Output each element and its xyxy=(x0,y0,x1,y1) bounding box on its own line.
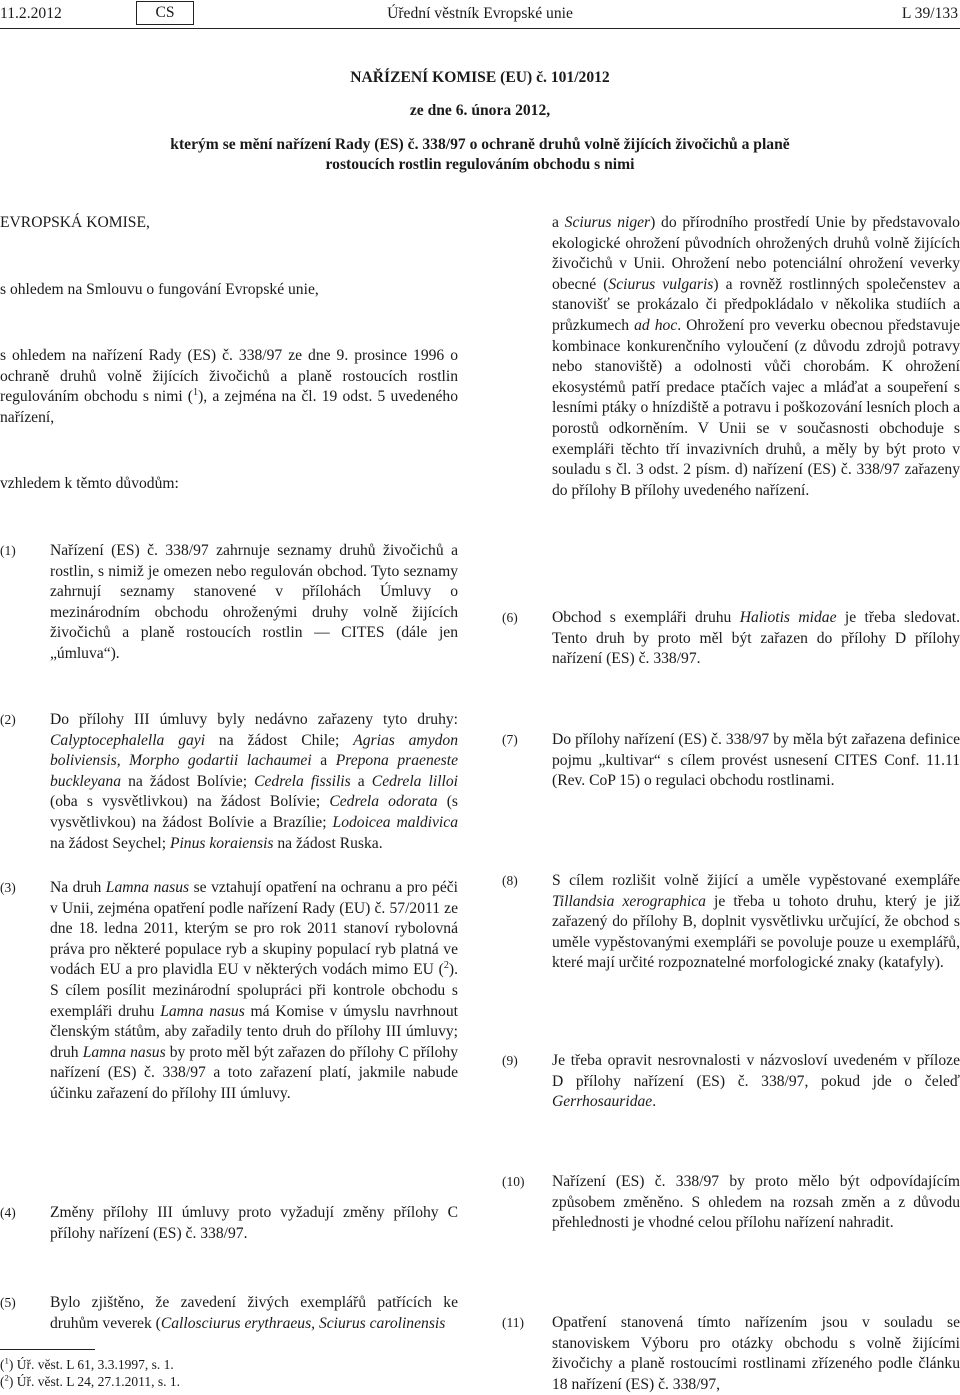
recital-number: (10) xyxy=(502,1174,525,1189)
recital-number: (2) xyxy=(0,712,16,727)
regulation-subject-line1: kterým se mění nařízení Rady (ES) č. 338/97 o ochraně druhů volně žijících živočichů a planě xyxy=(170,136,790,153)
regulation-date: ze dne 6. února 2012, xyxy=(409,102,551,119)
preamble-whereas: vzhledem k těmto důvodům: xyxy=(0,475,179,492)
recital-number: (9) xyxy=(502,1053,518,1068)
recital-text: Na druh Lamna nasus se vztahují opatření na ochranu a pro péči v Unii, zejména opatření podle nařízení Rady (EU) č. 57/2011 ze dne 18. ledna 2011, kterým se pro rok 2011 stanoví rybolovná práva pro některé populace ryb a skupiny populací ryb platná ve vodách EU a pro plavidla EU v některých vodách mimo EU ($^2$). S cílem posílit mezinárodní spolupráci při kontrole obchodu s exempláři druhu Lamna nasus má Komise v úmyslu navrhnout členským státům, aby zařadily tento druh do přílohy III úmluvy; druh Lamna nasus by proto měl být zařazen do přílohy C přílohy nařízení (ES) č. 338/97 a toto zařazení platí, jakmile nabude účinku zařazení do přílohy III úmluvy. xyxy=(50,879,458,1102)
recital-number: (3) xyxy=(0,880,16,895)
journal-title: Úřední věstník Evropské unie xyxy=(387,5,573,22)
recital-number: (1) xyxy=(0,543,16,558)
footnote-divider xyxy=(0,1349,95,1350)
recital-number: (8) xyxy=(502,873,518,888)
recital-number: (11) xyxy=(502,1315,524,1330)
recital-number: (4) xyxy=(0,1205,16,1220)
regulation-title: NAŘÍZENÍ KOMISE (EU) č. 101/2012 xyxy=(350,69,610,86)
recital-number: (7) xyxy=(502,732,518,747)
recital-text: Změny přílohy III úmluvy proto vyžadují změny přílohy C přílohy nařízení (ES) č. 338/97. xyxy=(50,1204,458,1242)
preamble-commission: EVROPSKÁ KOMISE, xyxy=(0,214,150,231)
recital-number: (5) xyxy=(0,1295,16,1310)
recital-number: (6) xyxy=(502,610,518,625)
header-divider xyxy=(0,28,960,29)
recital-text: Nařízení (ES) č. 338/97 by proto mělo být odpovídajícím způsobem změněno. S ohledem na rozsah změn a z důvodu přehlednosti je vhodné celou přílohu nařízení nahradit. xyxy=(552,1173,960,1232)
recital-text: Bylo zjištěno, že zavedení živých exemplářů patřících ke druhům veverek (Callosciurus erythraeus, Sciurus carolinensis xyxy=(50,1294,458,1332)
recital-text: Do přílohy III úmluvy byly nedávno zařazeny tyto druhy: Calyptocephalella gayi na žádost Chile; Agrias amydon boliviensis, Morpho godartii lachaumei a Prepona praeneste buckleyana na žádost Bolívie; Cedrela fissilis a Cedrela lilloi (oba s vysvětlivkou) na žádost Bolívie; Cedrela odorata (s vysvětlivkou) na žádost Bolívie a Brazílie; Lodoicea maldivica na žádost Seychel; Pinus koraiensis na žádost Ruska. xyxy=(50,711,459,852)
language-code-box: CS xyxy=(136,1,194,25)
recital-text: S cílem rozlišit volně žijící a uměle vypěstované exempláře Tillandsia xerographica je třeba u tohoto druhu, který je již zařazený do přílohy B, doplnit vysvětlivku určující, že obchod s uměle vypěstovanými exempláři se povoluje pouze u exemplářů, které mají určité rozpoznatelné morfologické znaky (katafyly). xyxy=(552,872,960,972)
footnote-2: ($^2$) Úř. věst. L 24, 27.1.2011, s. 1. xyxy=(0,1372,181,1389)
recital-text: Do přílohy nařízení (ES) č. 338/97 by měla být zařazena definice pojmu „kultivar“ s cílem provést usnesení CITES Conf. 11.11 (Rev. CoP 15) o regulaci obchodu rostlinami. xyxy=(552,731,960,790)
footnote-ref-1: 1 xyxy=(193,387,199,398)
recital-text: Je třeba opravit nesrovnalosti v názvosloví uvedeném v příloze D přílohy nařízení (ES) č. 338/97, pokud jde o čeleď Gerrhosauridae. xyxy=(552,1052,960,1111)
regulation-subject-line2: rostoucích rostlin regulováním obchodu s nimi xyxy=(325,156,635,173)
page-reference: L 39/133 xyxy=(901,5,958,22)
preamble-treaty: s ohledem na Smlouvu o fungování Evropské unie, xyxy=(0,281,319,298)
recital-5-continued: a Sciurus niger) do přírodního prostředí Unie by představovalo ekologické ohrožení původních ohrožených druhů volně žijících živočichů v Unii. Ohrožení nebo potenciální ohrožení veverky obecné (Sciurus vulgaris) a rovněž rostlinných společenstev a stanovišť se prokázalo či předpokládalo v několika studiích a průzkumech ad hoc. Ohrožení pro veverku obecnou představuje kombinace konkurenčního vyloučení (z důvodu zdrojů potravy nebo stanoviště) a odolnosti vůči chorobám. K ohrožení ekosystémů patří predace ptačích vajec a mláďat a soupeření s lesními ptáky o hnízdiště a potravu i poškozování lesních ploch a porostů odkorněním. V Unii se v současnosti obchoduje s exempláři těchto tří invazivních druhů, a měly by být proto v souladu s čl. 3 odst. 2 písm. d) nařízení (ES) č. 338/97 zařazeny do přílohy B přílohy uvedeného nařízení. xyxy=(552,214,960,499)
recital-text: Nařízení (ES) č. 338/97 zahrnuje seznamy druhů živočichů a rostlin, s nimiž je omezen nebo regulován obchod. Tyto seznamy zahrnují seznamy stanovené v přílohách Úmluvy o mezinárodním obchodu ohroženými druhy volně žijících živočichů a planě rostoucích rostlin — CITES (dále jen „úmluva“). xyxy=(50,542,458,662)
recital-text: Obchod s exempláři druhu Haliotis midae je třeba sledovat. Tento druh by proto měl být zařazen do přílohy D přílohy nařízení (ES) č. 338/97. xyxy=(552,609,960,668)
footnote-1: ($^1$) Úř. věst. L 61, 3.3.1997, s. 1. xyxy=(0,1355,174,1372)
publication-date: 11.2.2012 xyxy=(0,5,62,22)
preamble-regulation: s ohledem na nařízení Rady (ES) č. 338/97 ze dne 9. prosince 1996 o ochraně druhů volně žijících živočichů a planě rostoucích rostlin regulováním obchodu s nimi ($^1$), a zejména na čl. 19 odst. 5 uvedeného nařízení, xyxy=(0,347,459,426)
recital-text: Opatření stanovená tímto nařízením jsou v souladu se stanoviskem Výboru pro otázky obchodu s volně žijícími živočichy a planě rostoucími rostlinami zřízeného podle článku 18 nařízení (ES) č. 338/97, xyxy=(552,1314,960,1393)
footnote-ref-2: 2 xyxy=(443,960,449,972)
